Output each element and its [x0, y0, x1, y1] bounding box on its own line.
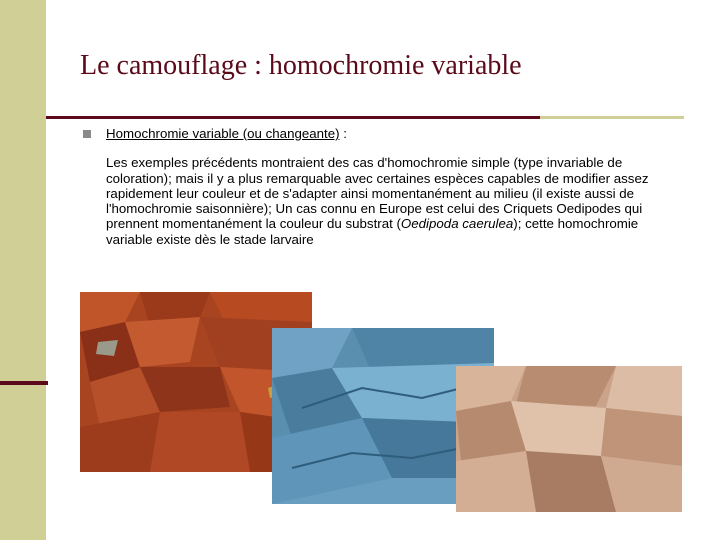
species-name: Oedipoda caerulea: [400, 216, 514, 232]
slide-body: [106, 126, 676, 247]
heading-suffix: :: [339, 126, 347, 141]
title-rule-light: [540, 116, 684, 119]
heading-link[interactable]: Homochromie variable (ou changeante): [106, 126, 340, 141]
paragraph-part-1: Les exemples précédents montraient des cas d'homochromie simple (type invariable de coloration); mais il y a plus remarquable avec certaines espèces capables de modifier assez rapidement leur couleur et de s'adapter ainsi momentanément au milieu (il existe aussi de l'homochromie saisonnière); Un cas connu en Europe est celui des Criquets Oedipodes qui prennent momentanément la couleur du substrat (: [106, 155, 649, 232]
body-paragraph: [106, 155, 676, 247]
sidebar-accent-rule: [0, 381, 48, 385]
sidebar-band: [0, 0, 46, 540]
bullet-square-icon: [83, 130, 91, 138]
bullet-heading: [106, 126, 676, 141]
paragraph-part-2: ); cette homochromie variable existe dès le stade larvaire: [106, 216, 639, 247]
title-rule-dark: [46, 116, 540, 119]
photo-tan-rock: [456, 366, 682, 512]
slide-title: Le camouflage : homochromie variable: [80, 50, 522, 81]
